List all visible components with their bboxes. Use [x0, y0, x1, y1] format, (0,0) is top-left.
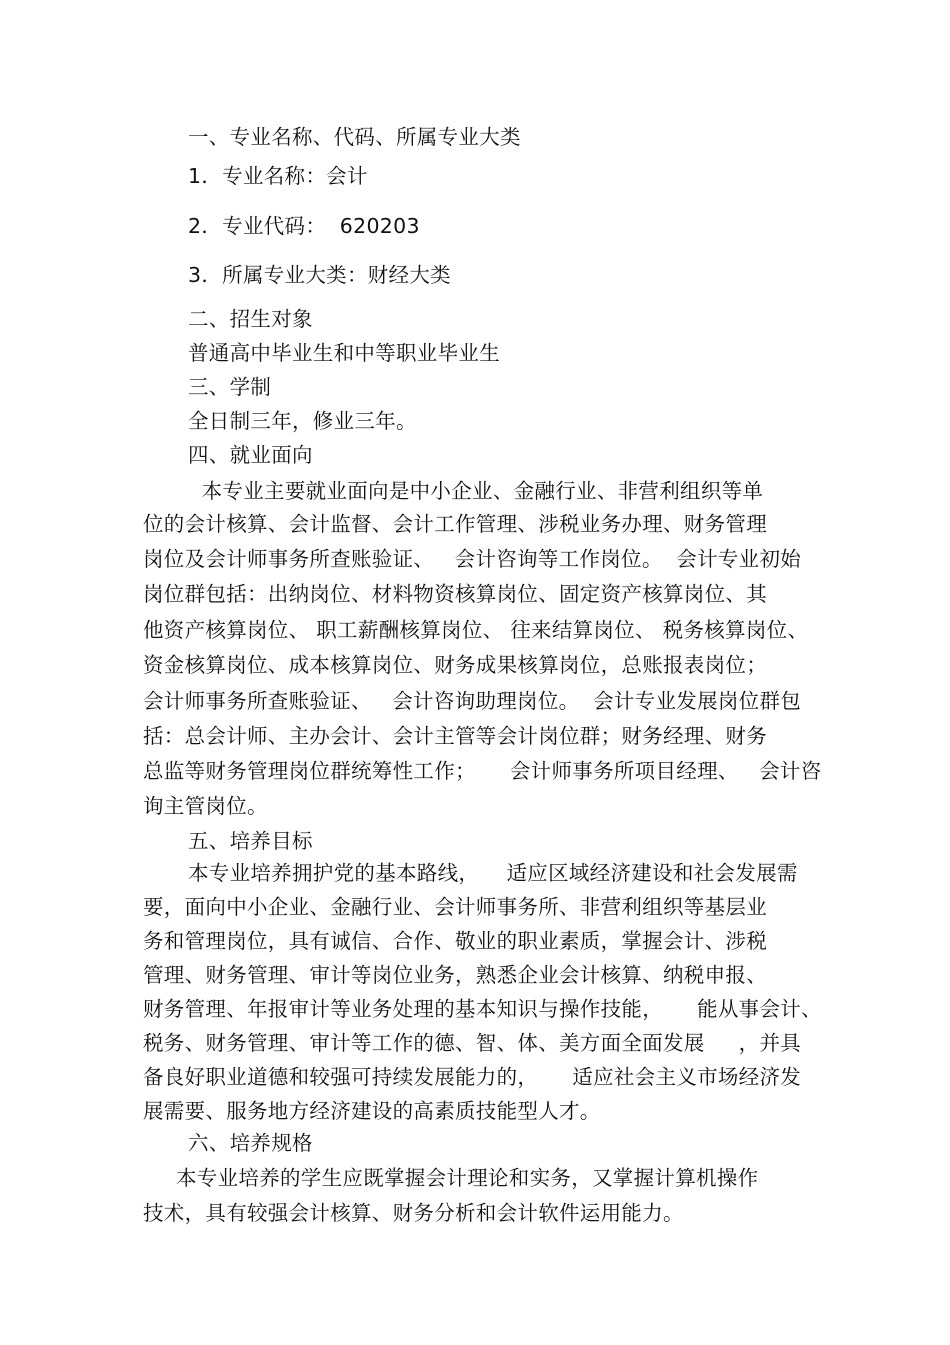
training-goal-line: 要，面向中小企业、金融行业、会计师事务所、非营利组织等基层业 — [143, 895, 767, 919]
employment-line: 他资产核算岗位、 职工薪酬核算岗位、 往来结算岗位、 税务核算岗位、 — [143, 618, 809, 642]
major-category: 3．所属专业大类：财经大类 — [188, 263, 451, 287]
enrollment-target: 普通高中毕业生和中等职业毕业生 — [188, 341, 500, 365]
training-goal-line: 财务管理、年报审计等业务处理的基本知识与操作技能， 能从事会计、 — [143, 997, 822, 1021]
major-code: 2．专业代码： 620203 — [188, 214, 420, 238]
section-heading-3: 三、学制 — [188, 375, 272, 399]
employment-line: 本专业主要就业面向是中小企业、金融行业、非营利组织等单 — [188, 479, 764, 503]
section-heading-2: 二、招生对象 — [188, 307, 313, 331]
training-goal-line: 税务、财务管理、审计等工作的德、智、体、美方面全面发展 ，并具 — [143, 1031, 802, 1055]
training-goal-line: 展需要、服务地方经济建设的高素质技能型人才。 — [143, 1099, 601, 1123]
section-heading-1: 一、专业名称、代码、所属专业大类 — [188, 125, 521, 149]
employment-line: 岗位群包括：出纳岗位、材料物资核算岗位、固定资产核算岗位、其 — [143, 582, 767, 606]
employment-line: 岗位及会计师事务所查账验证、 会计咨询等工作岗位。 会计专业初始 — [143, 547, 802, 571]
employment-line: 位的会计核算、会计监督、会计工作管理、涉税业务办理、财务管理 — [143, 512, 767, 536]
employment-line: 资金核算岗位、成本核算岗位、财务成果核算岗位，总账报表岗位； — [143, 653, 767, 677]
section-heading-4: 四、就业面向 — [188, 443, 313, 467]
major-name: 1．专业名称：会计 — [188, 164, 368, 188]
study-duration: 全日制三年，修业三年。 — [188, 409, 417, 433]
employment-line: 括：总会计师、主办会计、会计主管等会计岗位群；财务经理、财务 — [143, 724, 767, 748]
training-goal-line: 本专业培养拥护党的基本路线， 适应区域经济建设和社会发展需 — [188, 861, 798, 885]
employment-line: 会计师事务所查账验证、 会计咨询助理岗位。 会计专业发展岗位群包 — [143, 689, 802, 713]
training-spec-line: 本专业培养的学生应既掌握会计理论和实务，又掌握计算机操作 — [176, 1166, 759, 1190]
employment-line: 询主管岗位。 — [143, 794, 268, 818]
training-goal-line: 备良好职业道德和较强可持续发展能力的， 适应社会主义市场经济发 — [143, 1065, 802, 1089]
training-goal-line: 管理、财务管理、审计等岗位业务，熟悉企业会计核算、纳税申报、 — [143, 963, 767, 987]
training-goal-line: 务和管理岗位，具有诚信、合作、敬业的职业素质，掌握会计、涉税 — [143, 929, 767, 953]
section-heading-6: 六、培养规格 — [188, 1131, 313, 1155]
employment-line: 总监等财务管理岗位群统筹性工作； 会计师事务所项目经理、 会计咨 — [143, 759, 822, 783]
training-spec-line: 技术，具有较强会计核算、财务分析和会计软件运用能力。 — [143, 1201, 684, 1225]
section-heading-5: 五、培养目标 — [188, 829, 313, 853]
